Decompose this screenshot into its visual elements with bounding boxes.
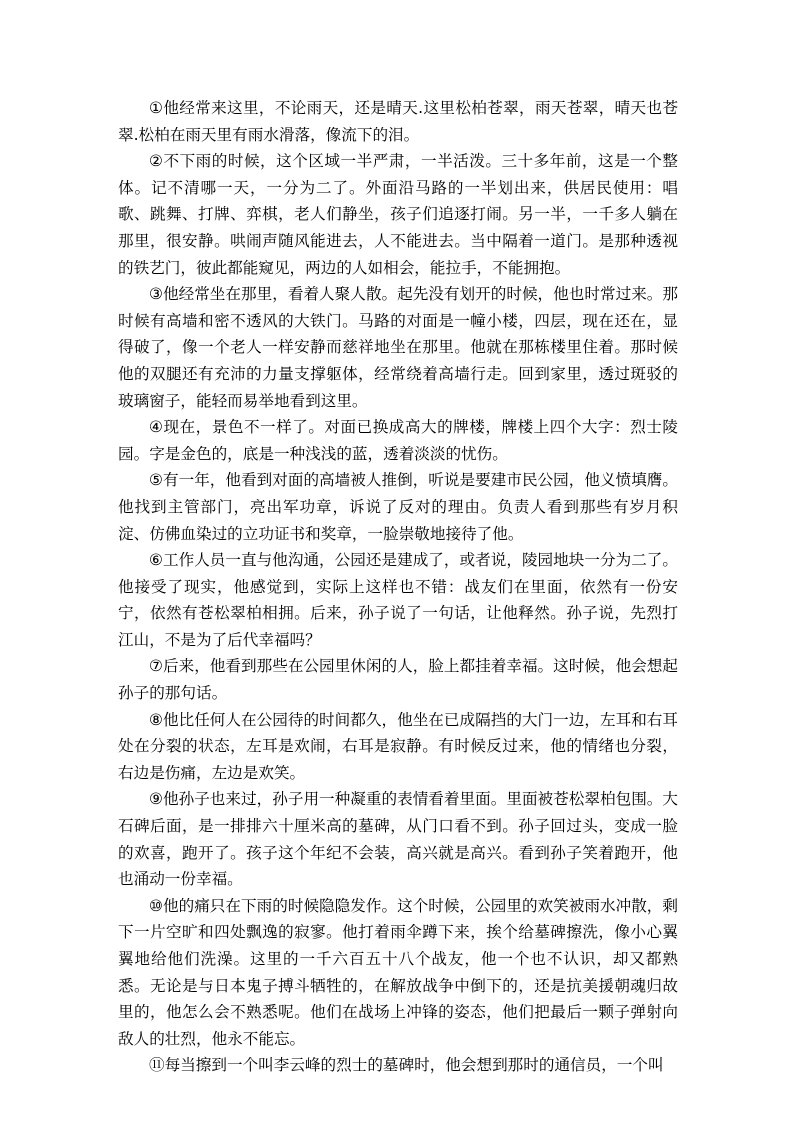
document-page	[118, 95, 678, 1079]
paragraph-5: ⑤有一年，他看到对面的高墙被人推倒，听说是要建市民公园，他义愤填膺。他找到主管部门，亮出军功章，诉说了反对的理由。负责人看到那些有岁月积淀、仿佛血染过的立功证书和奖章，一脸崇敬地接待了他。	[118, 471, 678, 543]
paragraph-1: ①他经常来这里，不论雨天，还是晴天.这里松柏苍翠，雨天苍翠，晴天也苍翠.松柏在雨天里有雨水滑落，像流下的泪。	[118, 99, 678, 144]
paragraph-8: ⑧他比任何人在公园待的时间都久，他坐在已成隔挡的大门一边，左耳和右耳处在分裂的状态，左耳是欢闹，右耳是寂静。有时候反过来，他的情绪也分裂，右边是伤痛，左边是欢笑。	[118, 710, 678, 782]
paragraph-4: ④现在，景色不一样了。对面已换成高大的牌楼，牌楼上四个大字：烈士陵园。字是金色的，底是一种浅浅的蓝，透着淡淡的忧伤。	[118, 418, 678, 463]
paragraph-6: ⑥工作人员一直与他沟通，公园还是建成了，或者说，陵园地块一分为二了。他接受了现实，他感觉到，实际上这样也不错：战友们在里面，依然有一份安宁，依然有苍松翠柏相拥。后来，孙子说了一句话，让他释然。孙子说，先烈打江山，不是为了后代幸福吗？	[118, 551, 678, 649]
paragraph-2: ②不下雨的时候，这个区域一半严肃，一半活泼。三十多年前，这是一个整体。记不清哪一天，一分为二了。外面沿马路的一半划出来，供居民使用：唱歌、跳舞、打牌、弈棋，老人们静坐，孩子们追逐打闹。另一半，一千多人躺在那里，很安静。哄闹声随风能进去，人不能进去。当中隔着一道门。是那种透视的铁艺门，彼此都能窥见，两边的人如相会，能拉手，不能拥抱。	[118, 152, 678, 277]
paragraph-11: ⑪每当擦到一个叫李云峰的烈士的墓碑时，他会想到那时的通信员，一个叫	[149, 1056, 664, 1075]
paragraph-9: ⑨他孙子也来过，孙子用一种凝重的表情看着里面。里面被苍松翠柏包围。大石碑后面，是一排排六十厘米高的墓碑，从门口看不到。孙子回过头，变成一脸的欢喜，跑开了。孩子这个年纪不会装，高兴就是高兴。看到孙子笑着跑开，他也涌动一份幸福。	[118, 790, 678, 889]
paragraph-7: ⑦后来，他看到那些在公园里休闲的人，脸上都挂着幸福。这时候，他会想起孙子的那句话。	[118, 657, 678, 703]
paragraph-10: ⑩他的痛只在下雨的时候隐隐发作。这个时候，公园里的欢笑被雨水冲散，剩下一片空旷和四处飘逸的寂寥。他打着雨伞蹲下来，挨个给墓碑擦洗，像小心翼翼地给他们洗澡。这里的一千六百五十八个战友，他一个也不认识，却又都熟悉。无论是与日本鬼子搏斗牺牲的，在解放战争中倒下的，还是抗美援朝魂归故里的，他怎么会不熟悉呢。他们在战场上冲锋的姿态，他们把最后一颗子弹射向敌人的壮烈，他永不能忘。	[118, 896, 678, 1048]
paragraph-3: ③他经常坐在那里，看着人聚人散。起先没有划开的时候，他也时常过来。那时候有高墙和密不透风的大铁门。马路的对面是一幢小楼，四层，现在还在，显得破了，像一个老人一样安静而慈祥地坐在那里。他就在那栋楼里住着。那时候他的双腿还有充沛的力量支撑躯体，经常绕着高墙行走。回到家里，透过斑驳的玻璃窗子，能轻而易举地看到这里。	[118, 285, 678, 410]
